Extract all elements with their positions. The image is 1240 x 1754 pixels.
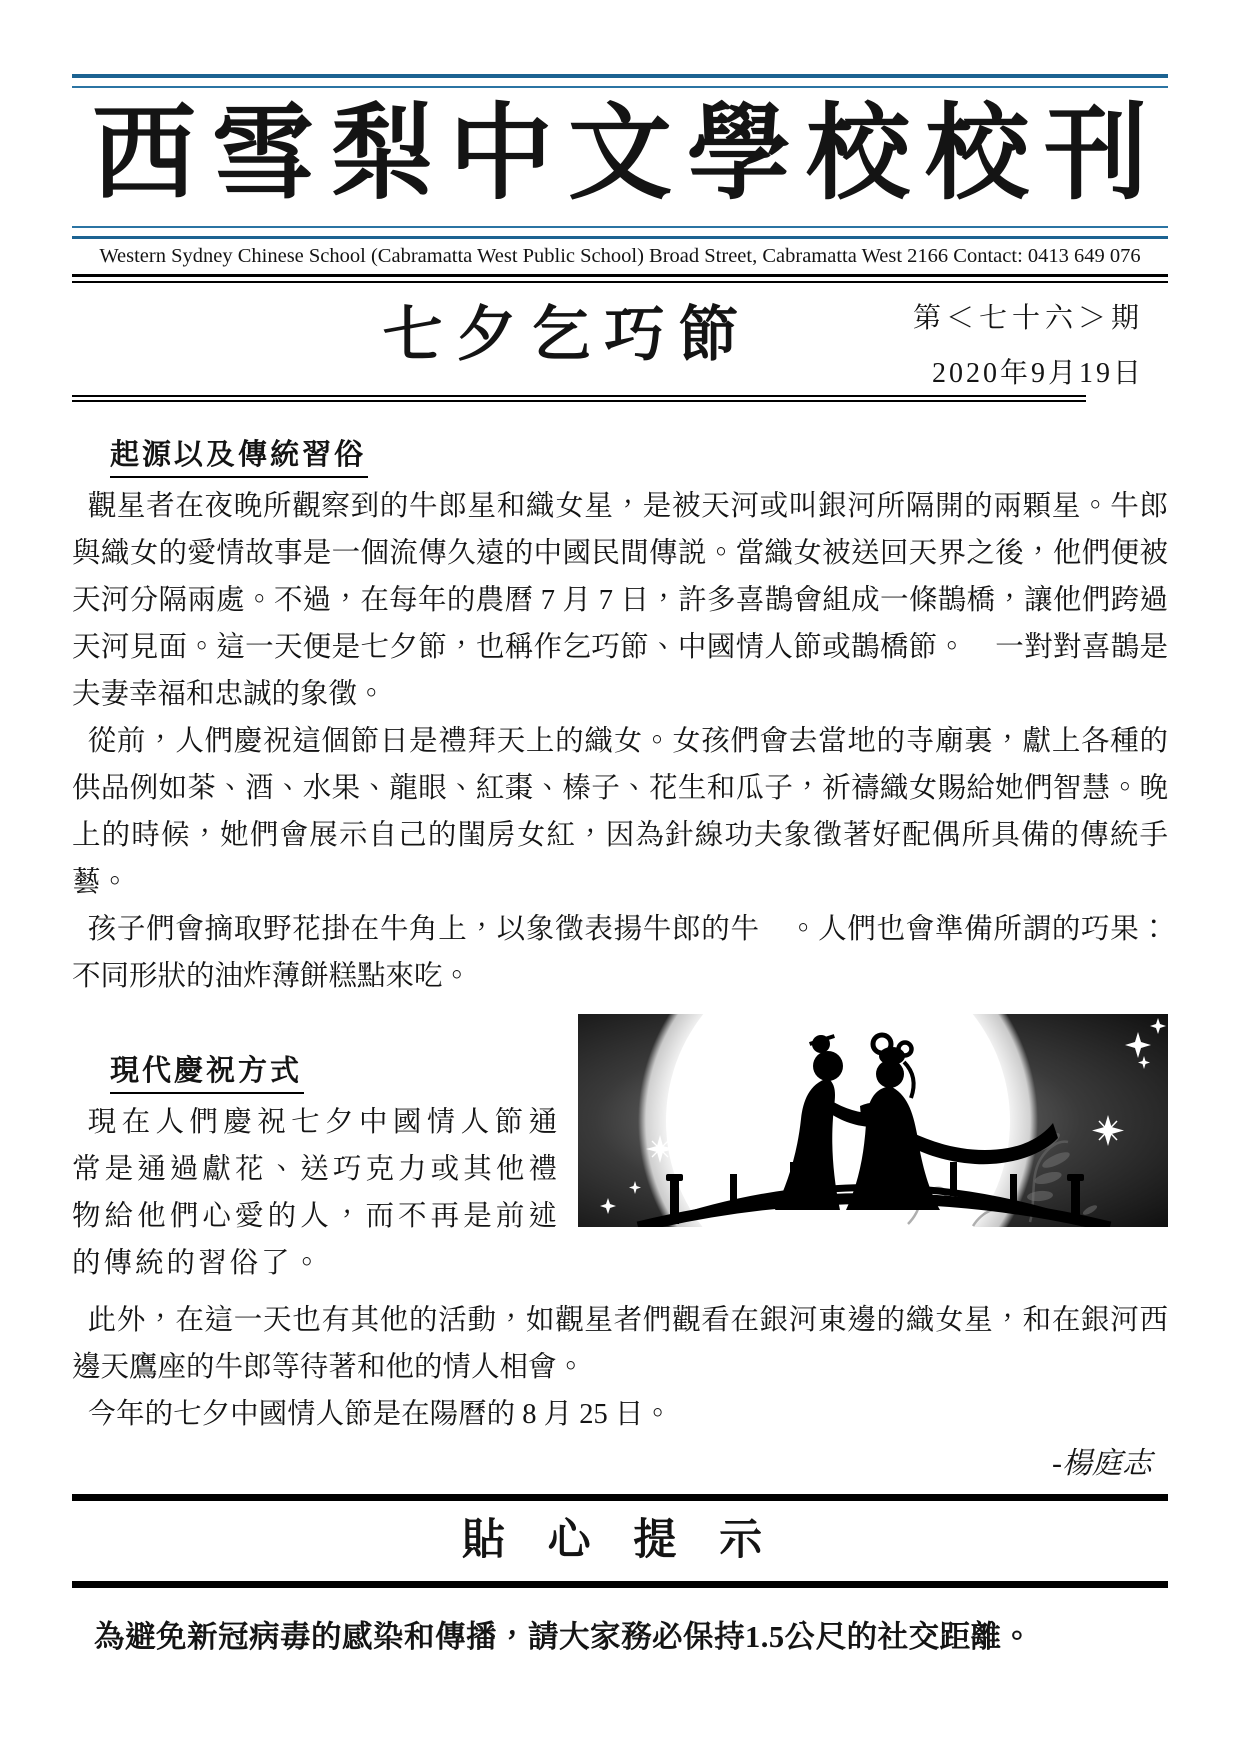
masthead-rule-thin bbox=[72, 226, 1168, 228]
issue-date: 2020年9月19日 bbox=[931, 358, 1144, 389]
page-content bbox=[0, 74, 1240, 1659]
notice-heading: 貼 心 提 示 bbox=[461, 1517, 779, 1564]
author-signature: -楊庭志 bbox=[1052, 1447, 1152, 1480]
top-rule-thin bbox=[72, 86, 1168, 88]
section-heading-origin bbox=[110, 432, 1168, 473]
header-double-rule bbox=[72, 274, 1168, 283]
paragraph-extra-1: 此外，在這一天也有其他的活動，如觀星者們觀看在銀河東邊的織女星，和在銀河西邊天鷹座的牛郎等待著和他的情人相會。 bbox=[72, 1305, 1168, 1383]
paragraph-origin-2: 從前，人們慶祝這個節日是禮拜天上的織女。女孩們會去當地的寺廟裏，獻上各種的供品例如茶、酒、水果、龍眼、紅棗、榛子、花生和瓜子，祈禱織女賜給她們智慧。晚上的時候，她們會展示自己的閨房女紅，因為針線功夫象徵著好配偶所具備的傳統手藝。 bbox=[72, 726, 1168, 898]
issue-row bbox=[72, 287, 1168, 393]
issue-number: 第＜七十六＞期 bbox=[912, 303, 1144, 334]
qixi-moon-bridge-illustration bbox=[578, 1014, 1168, 1227]
top-rule-thick bbox=[72, 74, 1168, 78]
masthead-subtitle: Western Sydney Chinese School (Cabramatta West Public School) Broad Street, Cabramatta West 2166 Contact: 0413 649 076 bbox=[99, 245, 1141, 267]
section-heading-origin-text: 起源以及傳統習俗 bbox=[110, 439, 368, 478]
masthead-rule-thick bbox=[72, 236, 1168, 239]
paragraph-modern-1: 現在人們慶祝七夕中國情人節通常是通過獻花、送巧克力或其他禮物給他們心愛的人，而不再是前述的傳統的習俗了。 bbox=[72, 1107, 560, 1279]
paragraph-origin-1: 觀星者在夜晚所觀察到的牛郎星和織女星，是被天河或叫銀河所隔開的兩顆星。牛郎與織女的愛情故事是一個流傳久遠的中國民間傳説。當織女被送回天界之後，他們便被天河分隔兩處。不過，在每年的農曆 7 月 7 日，許多喜鵲會組成一條鵲橋，讓他們跨過天河見面。這一天便是七夕節，也稱作乞巧節、中國情人節或鵲橋節。 一對對喜鵲是夫妻幸福和忠誠的象徵。 bbox=[72, 491, 1168, 710]
notice-body: 為避免新冠病毒的感染和傳播，請大家務必保持1.5公尺的社交距離。 bbox=[94, 1620, 1033, 1654]
paragraph-extra-2: 今年的七夕中國情人節是在陽曆的 8 月 25 日。 bbox=[87, 1399, 672, 1430]
section-heading-modern-text: 現代慶祝方式 bbox=[110, 1055, 304, 1094]
issue-meta bbox=[913, 287, 1168, 401]
notice-bottom-rule bbox=[72, 1581, 1168, 1588]
masthead-title: 西雪梨中文學校校刊 bbox=[91, 97, 1163, 212]
notice-top-rule bbox=[72, 1494, 1168, 1501]
paragraph-origin-3: 孩子們會摘取野花掛在牛角上，以象徵表揚牛郎的牛 。人們也會準備所謂的巧果：不同形狀的油炸薄餅糕點來吃。 bbox=[72, 914, 1168, 992]
issue-title: 七夕乞巧節 bbox=[382, 302, 753, 368]
